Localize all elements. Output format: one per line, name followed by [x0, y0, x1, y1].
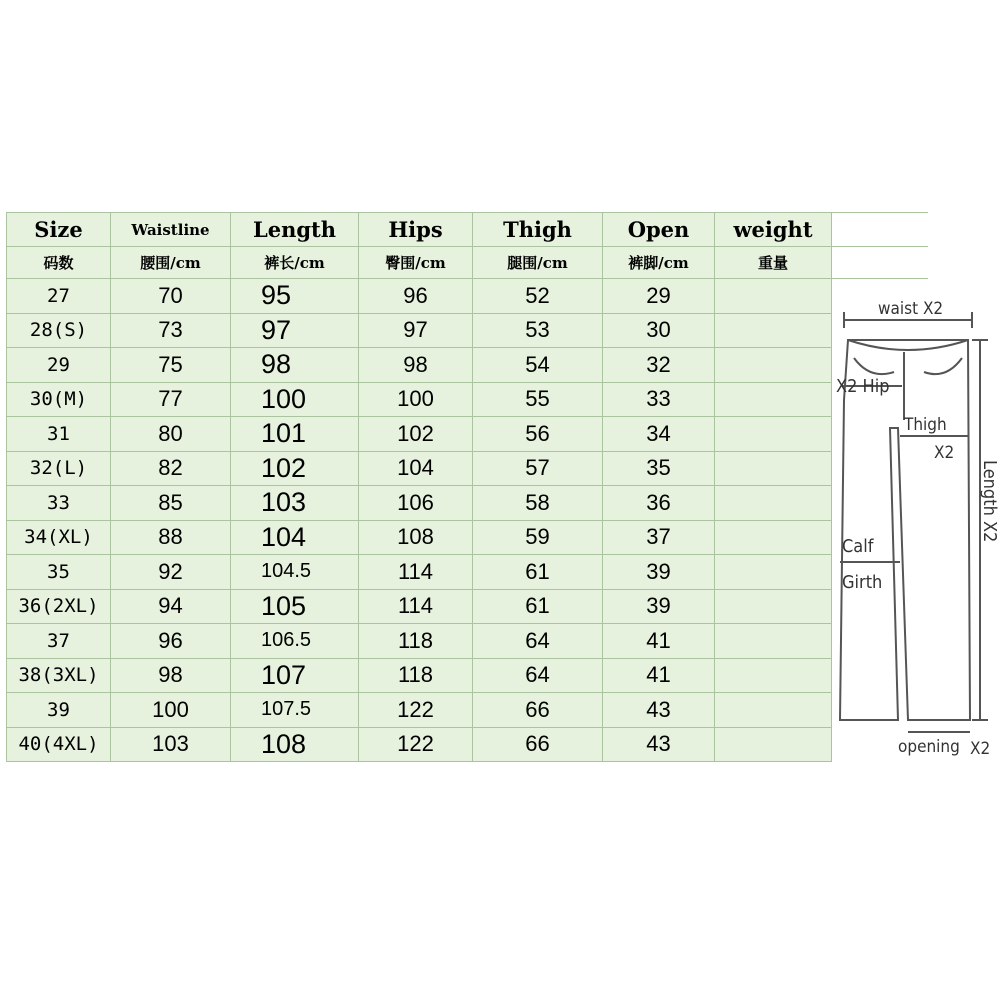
cell-open: 29: [603, 279, 715, 314]
cell-hips: 100: [359, 382, 473, 417]
table-row: [7, 520, 928, 555]
cell-weight: [715, 555, 832, 590]
cell-hips: 97: [359, 313, 473, 348]
subheader-row: [7, 247, 928, 279]
cell-hips: 96: [359, 279, 473, 314]
cell-hips: 104: [359, 451, 473, 486]
header-row: [7, 213, 928, 247]
subheader-size: 码数: [7, 247, 111, 279]
cell-size: 38(3XL): [7, 658, 111, 693]
size-chart-table: [6, 212, 928, 762]
cell-length: 95: [231, 279, 359, 314]
label-opening: opening: [898, 737, 960, 757]
label-calf: Calf: [842, 536, 874, 557]
cell-waist: 80: [111, 417, 231, 452]
cell-length: 103: [231, 486, 359, 521]
table-row: [7, 348, 928, 383]
cell-thigh: 54: [473, 348, 603, 383]
header-size: Size: [7, 213, 111, 247]
cell-weight: [715, 279, 832, 314]
table-row: [7, 658, 928, 693]
label-thigh: Thigh: [904, 415, 947, 435]
cell-hips: 102: [359, 417, 473, 452]
table-row: [7, 451, 928, 486]
waistband: [848, 340, 968, 350]
table-row: [7, 624, 928, 659]
cell-weight: [715, 348, 832, 383]
cell-waist: 96: [111, 624, 231, 659]
cell-size: 30(M): [7, 382, 111, 417]
cell-weight: [715, 451, 832, 486]
cell-open: 33: [603, 382, 715, 417]
cell-hips: 114: [359, 555, 473, 590]
cell-size: 32(L): [7, 451, 111, 486]
label-waist: waist X2: [878, 299, 944, 319]
table-row: [7, 382, 928, 417]
cell-weight: [715, 693, 832, 728]
subheader-blank-cell: [832, 247, 928, 279]
header-length: Length: [231, 213, 359, 247]
cell-size: 39: [7, 693, 111, 728]
cell-waist: 88: [111, 520, 231, 555]
cell-size: 33: [7, 486, 111, 521]
table-row: [7, 417, 928, 452]
cell-open: 37: [603, 520, 715, 555]
table-row: [7, 589, 928, 624]
cell-thigh: 58: [473, 486, 603, 521]
cell-thigh: 61: [473, 555, 603, 590]
cell-size: 36(2XL): [7, 589, 111, 624]
label-length: Length X2: [979, 460, 1000, 543]
cell-open: 30: [603, 313, 715, 348]
header-thigh: Thigh: [473, 213, 603, 247]
cell-weight: [715, 658, 832, 693]
cell-waist: 100: [111, 693, 231, 728]
table-row: [7, 486, 928, 521]
cell-thigh: 57: [473, 451, 603, 486]
subheader-weight: 重量: [715, 247, 832, 279]
cell-size: 28(S): [7, 313, 111, 348]
cell-open: 39: [603, 555, 715, 590]
cell-thigh: 61: [473, 589, 603, 624]
cell-waist: 94: [111, 589, 231, 624]
table-row: [7, 693, 928, 728]
cell-thigh: 64: [473, 624, 603, 659]
cell-waist: 73: [111, 313, 231, 348]
cell-size: 31: [7, 417, 111, 452]
table-row: [7, 555, 928, 590]
cell-thigh: 56: [473, 417, 603, 452]
cell-open: 35: [603, 451, 715, 486]
label-thigh-x2: X2: [934, 443, 955, 463]
cell-waist: 77: [111, 382, 231, 417]
label-hip: X2 Hip: [836, 376, 890, 397]
cell-length: 97: [231, 313, 359, 348]
cell-weight: [715, 313, 832, 348]
cell-open: 41: [603, 658, 715, 693]
cell-weight: [715, 382, 832, 417]
cell-length: 107: [231, 658, 359, 693]
cell-weight: [715, 727, 832, 762]
subheader-hips: 臀围/cm: [359, 247, 473, 279]
cell-open: 43: [603, 727, 715, 762]
cell-hips: 108: [359, 520, 473, 555]
cell-length: 100: [231, 382, 359, 417]
cell-length: 104.5: [231, 555, 359, 590]
pocket-left: [854, 358, 894, 374]
cell-thigh: 55: [473, 382, 603, 417]
table-row: [7, 727, 928, 762]
cell-hips: 118: [359, 658, 473, 693]
cell-length: 102: [231, 451, 359, 486]
cell-waist: 103: [111, 727, 231, 762]
cell-waist: 82: [111, 451, 231, 486]
subheader-open: 裤脚/cm: [603, 247, 715, 279]
cell-hips: 114: [359, 589, 473, 624]
cell-weight: [715, 486, 832, 521]
cell-hips: 98: [359, 348, 473, 383]
cell-open: 36: [603, 486, 715, 521]
label-girth: Girth: [842, 572, 883, 593]
subheader-thigh: 腿围/cm: [473, 247, 603, 279]
cell-length: 104: [231, 520, 359, 555]
cell-length: 106.5: [231, 624, 359, 659]
cell-waist: 98: [111, 658, 231, 693]
label-opening-x2: X2: [970, 739, 991, 759]
cell-waist: 70: [111, 279, 231, 314]
cell-thigh: 53: [473, 313, 603, 348]
cell-length: 101: [231, 417, 359, 452]
cell-length: 98: [231, 348, 359, 383]
header-waistline: Waistline: [111, 213, 231, 247]
cell-hips: 122: [359, 693, 473, 728]
cell-open: 34: [603, 417, 715, 452]
cell-weight: [715, 589, 832, 624]
cell-open: 39: [603, 589, 715, 624]
cell-weight: [715, 520, 832, 555]
cell-waist: 85: [111, 486, 231, 521]
cell-length: 105: [231, 589, 359, 624]
cell-thigh: 64: [473, 658, 603, 693]
pocket-right: [924, 358, 962, 374]
header-open: Open: [603, 213, 715, 247]
cell-open: 41: [603, 624, 715, 659]
cell-size: 27: [7, 279, 111, 314]
cell-thigh: 52: [473, 279, 603, 314]
table-row: [7, 279, 928, 314]
subheader-waistline: 腰围/cm: [111, 247, 231, 279]
cell-hips: 122: [359, 727, 473, 762]
cell-waist: 75: [111, 348, 231, 383]
cell-length: 108: [231, 727, 359, 762]
cell-hips: 118: [359, 624, 473, 659]
cell-open: 32: [603, 348, 715, 383]
cell-thigh: 66: [473, 693, 603, 728]
cell-size: 34(XL): [7, 520, 111, 555]
cell-waist: 92: [111, 555, 231, 590]
cell-thigh: 66: [473, 727, 603, 762]
cell-open: 43: [603, 693, 715, 728]
cell-size: 35: [7, 555, 111, 590]
subheader-length: 裤长/cm: [231, 247, 359, 279]
cell-length: 107.5: [231, 693, 359, 728]
cell-size: 29: [7, 348, 111, 383]
pants-measurement-diagram: [820, 280, 1001, 760]
cell-thigh: 59: [473, 520, 603, 555]
cell-size: 37: [7, 624, 111, 659]
cell-hips: 106: [359, 486, 473, 521]
cell-size: 40(4XL): [7, 727, 111, 762]
table-row: [7, 313, 928, 348]
header-blank-cell: [832, 213, 928, 247]
cell-weight: [715, 417, 832, 452]
header-weight: weight: [715, 213, 832, 247]
header-hips: Hips: [359, 213, 473, 247]
cell-weight: [715, 624, 832, 659]
